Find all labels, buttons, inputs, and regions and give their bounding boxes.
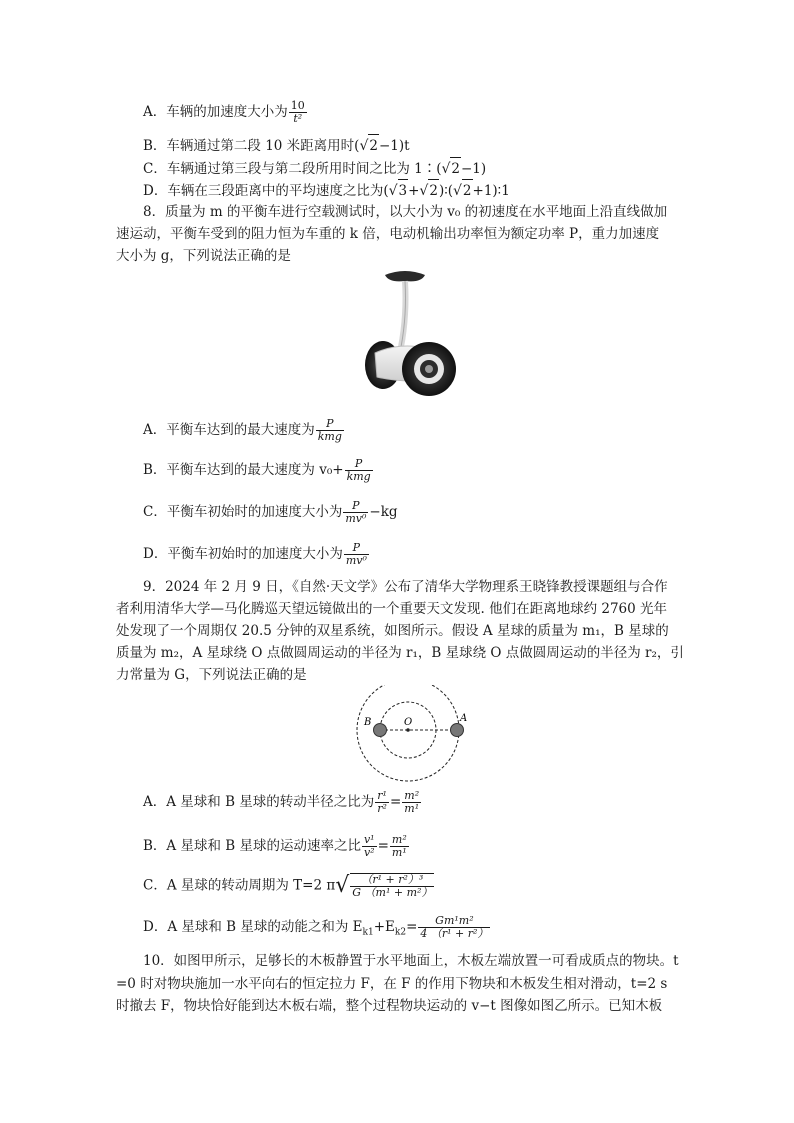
q8-option-d: D．平衡车初始时的加速度大小为 $\frac{P}{\text{mv⁰}}$ [143,541,367,567]
q9-stem-line5: 力常量为 G，下列说法正确的是 [116,667,307,683]
q8-stem-line3: 大小为 g，下列说法正确的是 [116,248,291,264]
star-a-shape [451,724,464,737]
star-b-shape [374,724,387,737]
q7-option-b: B．车辆通过第二段 10 米距离用时(√2−1)t [143,134,709,157]
q9-option-a: A．A 星球和 B 星球的转动半径之比为 $\frac{\text{r¹}}{\text{r²}}$ = $\frac{\text{m²}}{\text{m¹}}$ [143,789,420,815]
q8-stem-line1: 8．质量为 m 的平衡车进行空载测试时，以大小为 v₀ 的初速度在水平地面上沿直线做加 [143,204,668,220]
label-o: O [404,717,413,728]
orbit-outer-shape [357,685,459,781]
q8-option-b: B．平衡车达到的最大速度为 v₀+ $\frac{P}{\text{kmg}}$ [143,457,371,483]
q8-stem-line2: 速运动，平衡车受到的阻力恒为车重的 k 倍，电动机输出功率恒为额定功率 P，重力加速度 [116,226,660,242]
q10-stem-line3: 时撤去 F，物块恰好能到达木板右端，整个过程物块运动的 v−t 图像如图乙所示。已知木板 [116,998,663,1014]
q9-stem-line2: 者利用清华大学—马化腾巡天望远镜做出的一个重要天文发现. 他们在距离地球约 2760 光年 [116,601,668,617]
label-b: B [364,717,372,728]
q7-option-d: D．车辆在三段距离中的平均速度之比为(√3+√2)∶(√2+1)∶1 [143,179,709,202]
q9-stem-line4: 质量为 m₂，A 星球绕 O 点做圆周运动的半径为 r₁，B 星球绕 O 点做圆周运动的半径为 r₂，引 [116,645,684,661]
binary-star-figure [350,685,480,785]
q8-option-a: A．平衡车达到的最大速度为 $\frac{P}{\text{kmg}}$ [143,417,342,443]
q9-stem-line1: 9．2024 年 2 月 9 日，《自然·天文学》公布了清华大学物理系王晓锋教授课题组与合作 [143,579,668,595]
center-point-o [406,728,410,732]
q9-stem-line3: 处发现了一个周期仅 20.5 分钟的双星系统，如图所示。假设 A 星球的质量为 m₁，B 星球的 [116,623,669,639]
q9-option-b: B．A 星球和 B 星球的运动速率之比 $\frac{\text{v¹}}{\text{v²}}$ = $\frac{\text{m²}}{\text{m¹}}$ [143,833,407,859]
q8-option-c: C．平衡车初始时的加速度大小为 $\frac{P}{\text{mv⁰}}$ −kg [143,499,398,525]
q9-option-d: D．A 星球和 B 星球的动能之和为 $E_{k1}+E_{k2}=$ $\frac{\text{Gm¹m²}}{\text{4 （r¹ + r²）}}$ [143,914,489,940]
q7-option-c: C．车辆通过第三段与第二段所用时间之比为 1∶(√2−1) [143,157,709,180]
q7-option-a: A．车辆的加速度大小为 $\frac{10}{\text{t²}}$ [143,99,305,125]
q10-stem-line1: 10．如图甲所示，足够长的木板静置于水平地面上，木板左端放置一可看成质点的物块。t [143,953,679,969]
handlebar-shape [385,271,425,281]
label-a: A [460,713,468,724]
q9-option-c: C．A 星球的转动周期为 T=2 π√ $\frac{\text{（r¹ + r²）³}}{\text{G （m¹ + m²）}}$ [143,873,433,899]
balance-scooter-figure [355,265,465,405]
q10-stem-line2: =0 时对物块施加一水平向右的恒定拉力 F，在 F 的作用下物块和木板发生相对滑动，t=2 s [116,976,668,992]
